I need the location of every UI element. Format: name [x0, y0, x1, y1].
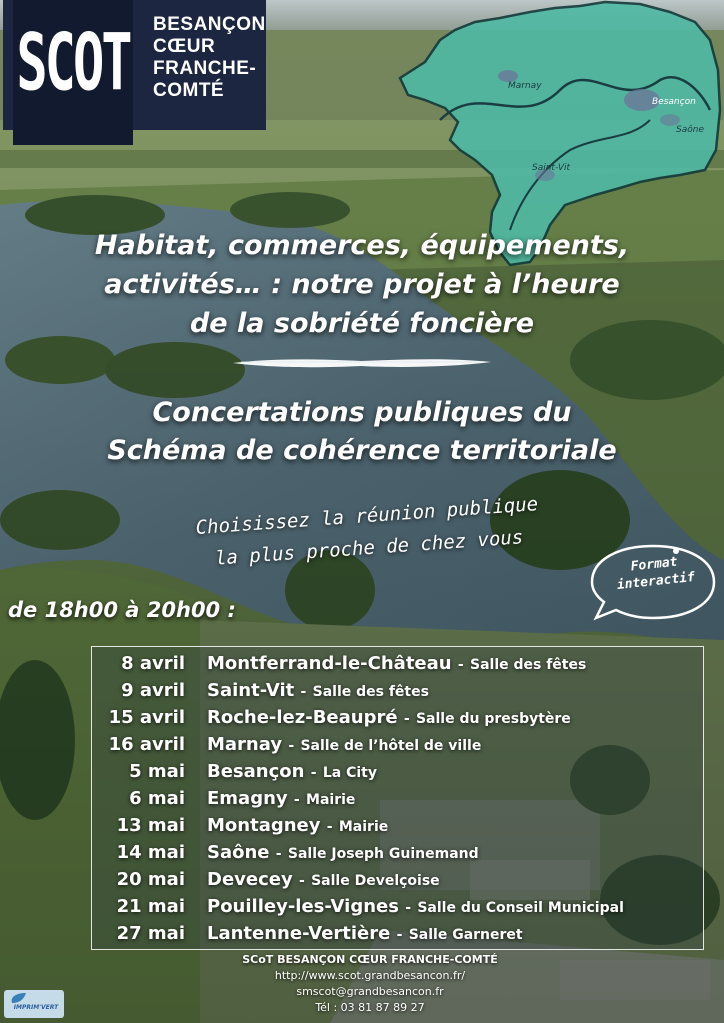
meeting-room: Salle de l’hôtel de ville	[300, 738, 482, 754]
meeting-hours: de 18h00 à 20h00 :	[8, 598, 236, 622]
meeting-schedule	[91, 646, 704, 950]
meeting-town: Besançon	[207, 761, 305, 782]
meeting-place: Pouilley-les-Vignes - Salle du Conseil Municipal	[207, 896, 624, 917]
schedule-row	[92, 705, 703, 731]
meeting-date: 27 mai	[116, 923, 185, 944]
schedule-row	[92, 678, 703, 704]
footer-organization: SCoT BESANÇON CŒUR FRANCHE-COMTÉ	[242, 953, 498, 966]
meeting-place: Marnay - Salle de l’hôtel de ville	[207, 734, 482, 755]
meeting-date: 15 avril	[108, 707, 185, 728]
meeting-place: Saône - Salle Joseph Guinemand	[207, 842, 479, 863]
printer-label: IMPRIM'VERT	[13, 1004, 59, 1011]
meeting-date: 13 mai	[116, 815, 185, 836]
meeting-room: Salle du presbytère	[415, 711, 571, 727]
schedule-row	[92, 921, 703, 947]
meeting-date: 9 avril	[121, 680, 185, 701]
meeting-room: Salle du Conseil Municipal	[417, 900, 624, 916]
map-label-saint-vit: Saint-Vit	[532, 163, 571, 173]
meeting-room: Salle Joseph Guinemand	[287, 846, 479, 862]
meeting-place: Montferrand-le-Château - Salle des fêtes	[207, 653, 587, 674]
meeting-place: Montagney - Mairie	[207, 815, 389, 836]
map-label-besancon: Besançon	[652, 97, 696, 107]
map-label-marnay: Marnay	[508, 81, 542, 91]
meeting-date: 21 mai	[116, 896, 185, 917]
meeting-room: Salle des fêtes	[469, 657, 587, 673]
meeting-room: Salle Garneret	[408, 927, 523, 943]
schedule-row	[92, 732, 703, 758]
brush-stroke-divider	[231, 356, 493, 370]
subtitle: Concertations publiques du Schéma de cohérence territoriale	[107, 397, 617, 466]
meeting-town: Emagny	[207, 788, 288, 809]
meeting-room: Mairie	[338, 819, 389, 835]
invitation-text: Choisissez la réunion publique la plus proche de chez vous	[194, 493, 539, 570]
logo-territory-name: BESANÇON CŒUR FRANCHE- COMTÉ	[153, 14, 266, 101]
meeting-town: Roche-lez-Beaupré	[207, 707, 398, 728]
meeting-date: 14 mai	[116, 842, 185, 863]
meeting-place: Besançon - La City	[207, 761, 377, 782]
meeting-date: 5 mai	[129, 761, 185, 782]
meeting-place: Roche-lez-Beaupré - Salle du presbytère	[207, 707, 571, 728]
meeting-place: Devecey - Salle Develçoise	[207, 869, 440, 890]
headline: Habitat, commerces, équipements, activités… : notre projet à l’heure de la sobriété foncière	[94, 230, 630, 339]
meeting-place: Emagny - Mairie	[207, 788, 356, 809]
meeting-place: Saint-Vit - Salle des fêtes	[207, 680, 429, 701]
schedule-row	[92, 759, 703, 785]
meeting-town: Devecey	[207, 869, 293, 890]
format-badge: Format interactif	[616, 554, 696, 594]
meeting-room: La City	[322, 765, 377, 781]
schedule-row	[92, 786, 703, 812]
meeting-room: Mairie	[306, 792, 356, 808]
schedule-row	[92, 813, 703, 839]
logo-acronym: SCOT	[13, 0, 133, 145]
meeting-date: 8 avril	[121, 653, 185, 674]
meeting-town: Saint-Vit	[207, 680, 295, 701]
meeting-room: Salle Develçoise	[311, 873, 440, 889]
meeting-town: Montferrand-le-Château	[207, 653, 452, 674]
meeting-date: 16 avril	[108, 734, 185, 755]
scot-logo	[3, 0, 266, 130]
schedule-row	[92, 894, 703, 920]
printer-eco-logo	[4, 990, 64, 1018]
footer-phone: Tél : 03 81 87 89 27	[315, 1001, 425, 1014]
footer-email-link[interactable]: smscot@grandbesancon.fr	[296, 985, 444, 998]
contact-footer	[200, 952, 540, 1016]
meeting-town: Saône	[207, 842, 270, 863]
schedule-row	[92, 867, 703, 893]
meeting-town: Lantenne-Vertière	[207, 923, 391, 944]
meeting-place: Lantenne-Vertière - Salle Garneret	[207, 923, 523, 944]
meeting-date: 6 mai	[129, 788, 185, 809]
meeting-town: Marnay	[207, 734, 283, 755]
schedule-row	[92, 840, 703, 866]
meeting-room: Salle des fêtes	[312, 684, 429, 700]
schedule-row	[92, 651, 703, 677]
meeting-town: Montagney	[207, 815, 321, 836]
meeting-date: 20 mai	[116, 869, 185, 890]
footer-website-link[interactable]: http://www.scot.grandbesancon.fr/	[274, 969, 466, 982]
meeting-town: Pouilley-les-Vignes	[207, 896, 399, 917]
leaf-icon	[4, 991, 64, 1005]
map-label-saone: Saône	[676, 125, 704, 135]
